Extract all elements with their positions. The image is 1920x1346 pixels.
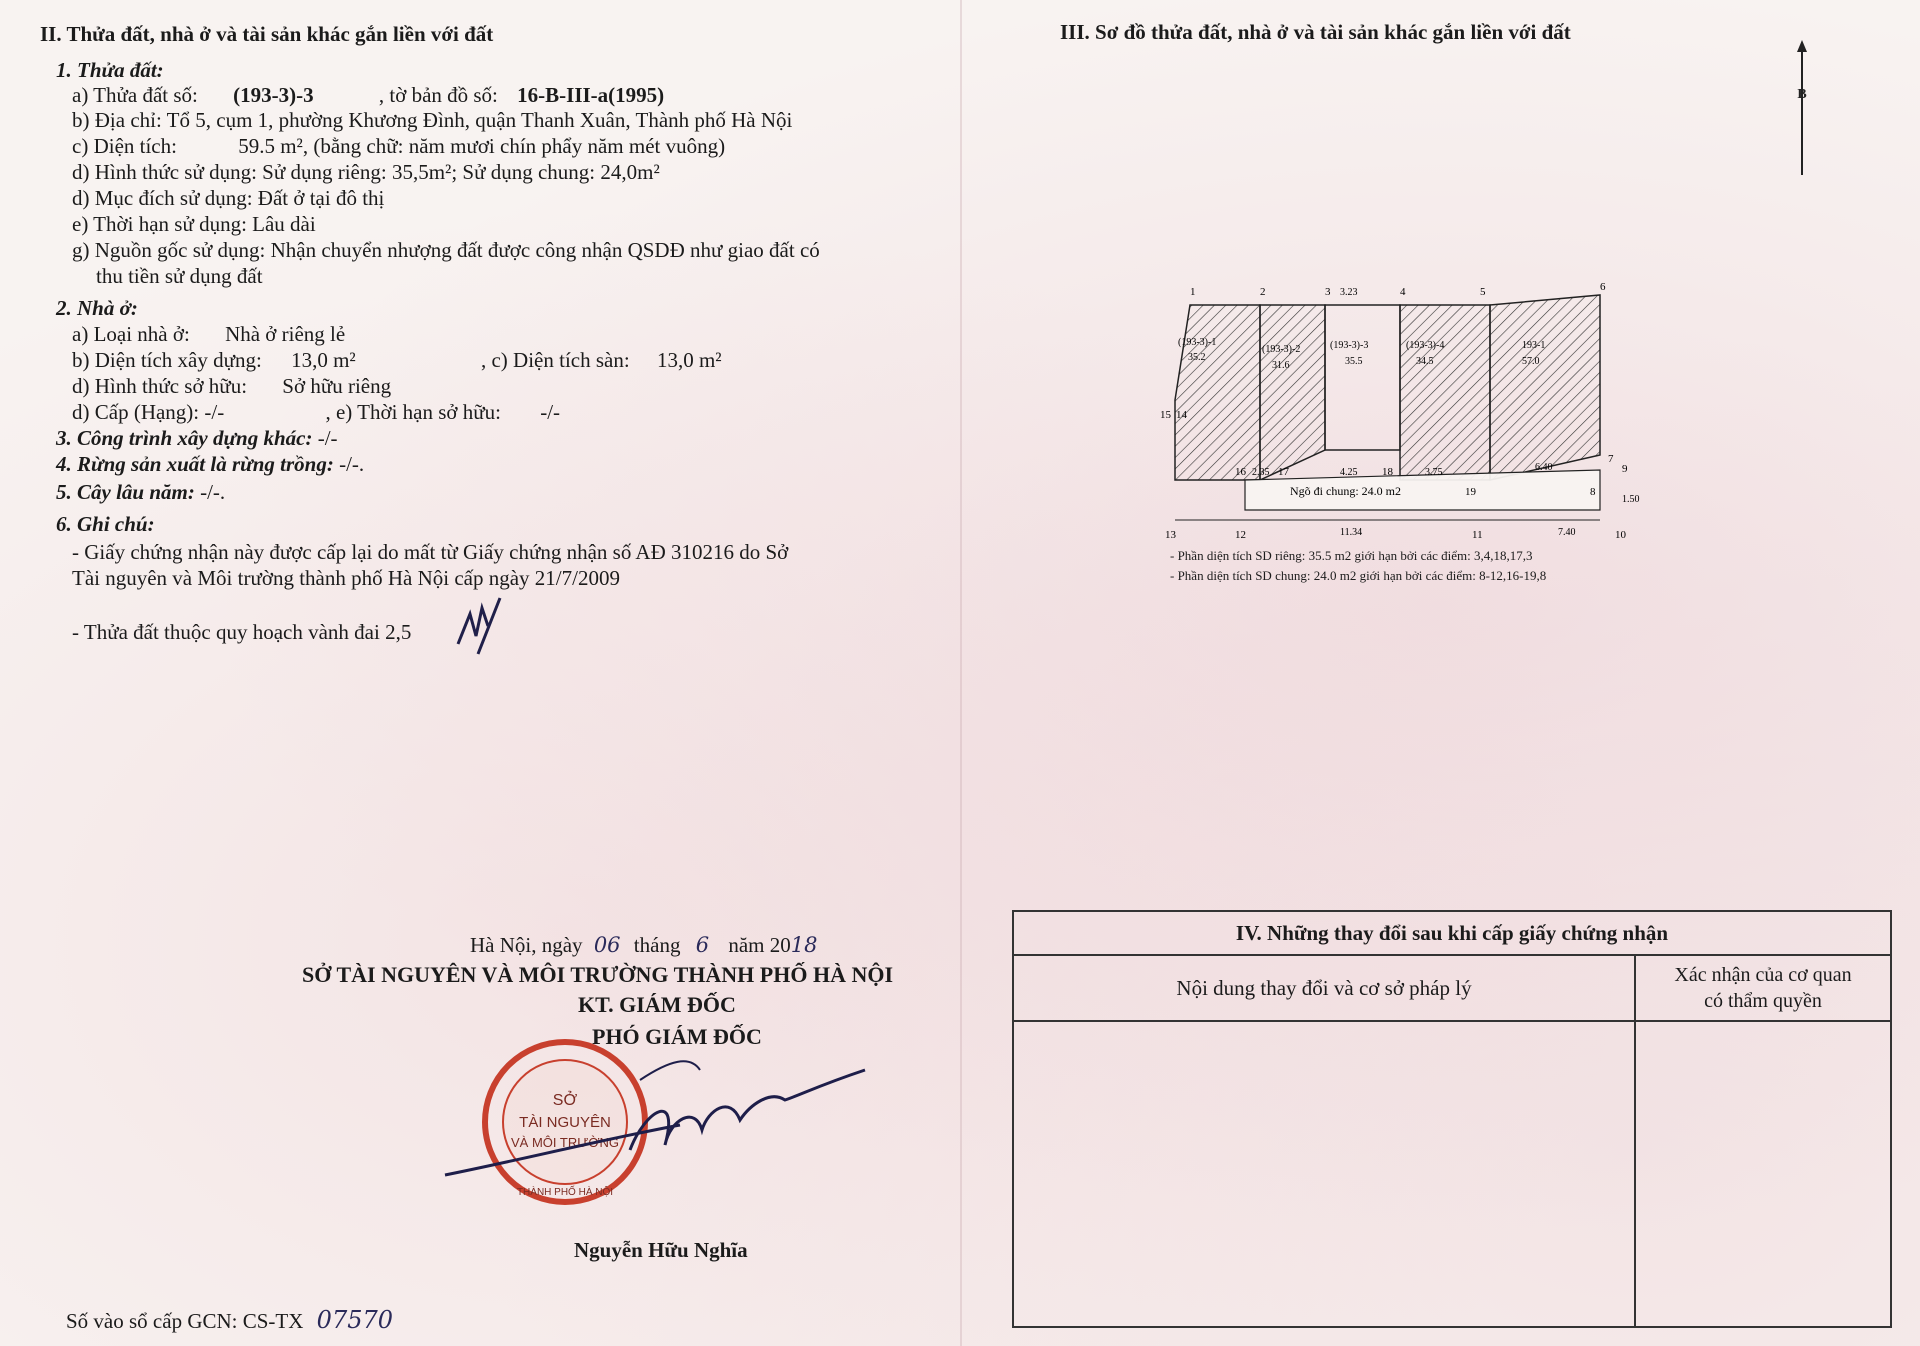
parcel-1-shape xyxy=(1175,305,1260,480)
parcel-1-id: (193-3)-1 xyxy=(1178,337,1217,348)
date-year: 18 xyxy=(790,933,818,957)
parcel-address: b) Địa chỉ: Tổ 5, cụm 1, phường Khương Đình, quận Thanh Xuân, Thành phố Hà Nội xyxy=(72,108,793,132)
north-arrow-icon xyxy=(1792,40,1812,180)
perennial-row xyxy=(56,480,225,505)
dim-3-75: 3.75 xyxy=(1425,467,1443,478)
changes-col-confirm xyxy=(1636,954,1890,1022)
deputy-director: PHÓ GIÁM ĐỐC xyxy=(592,1024,762,1049)
parcel-2-shape xyxy=(1260,305,1325,480)
forest-label: 4. Rừng sản xuất là rừng trồng: xyxy=(56,452,334,476)
usage-term: e) Thời hạn sử dụng: Lâu dài xyxy=(72,212,316,236)
perennial-label: 5. Cây lâu năm: xyxy=(56,480,195,504)
north-label: B xyxy=(1797,87,1807,102)
kt-director: KT. GIÁM ĐỐC xyxy=(578,992,736,1017)
issuing-agency: SỞ TÀI NGUYÊN VÀ MÔI TRƯỜNG THÀNH PHỐ HÀ NỘI xyxy=(302,962,894,987)
other-works-label: 3. Công trình xây dựng khác: xyxy=(56,426,313,450)
date-prefix: Hà Nội, ngày xyxy=(470,933,583,957)
point-17: 17 xyxy=(1278,466,1289,478)
parcel-5-id: 193-1 xyxy=(1522,340,1546,351)
point-14: 14 xyxy=(1176,409,1187,421)
grade-row xyxy=(72,400,560,425)
dim-4-25: 4.25 xyxy=(1340,467,1358,478)
forest-value: -/-. xyxy=(333,452,365,476)
point-11: 11 xyxy=(1472,529,1483,540)
registry-label: Số vào sổ cấp GCN: CS-TX xyxy=(66,1309,304,1333)
parcel-4-shape xyxy=(1400,305,1490,480)
other-works-row xyxy=(56,426,338,451)
ownership-value: Sở hữu riêng xyxy=(282,374,392,398)
signature-icon xyxy=(440,1050,880,1190)
usage-form: d) Hình thức sử dụng: Sử dụng riêng: 35,5m²; Sử dụng chung: 24,0m² xyxy=(72,160,660,184)
section-3-title: III. Sơ đồ thửa đất, nhà ở và tài sản khác gắn liền với đất xyxy=(1060,20,1571,44)
parcel-number-row xyxy=(72,83,664,108)
note-planning: - Thửa đất thuộc quy hoạch vành đai 2,5 xyxy=(72,620,412,644)
issue-date xyxy=(470,933,817,958)
map-sheet-label: , tờ bản đồ số: xyxy=(378,83,498,107)
parcel-area-value: 59.5 m², (bằng chữ: năm mươi chín phẩy năm mét vuông) xyxy=(238,134,726,158)
section-2-title: II. Thửa đất, nhà ở và tài sản khác gắn liền với đất xyxy=(40,22,494,46)
point-10: 10 xyxy=(1615,529,1626,540)
ownership-label: d) Hình thức sở hữu: xyxy=(72,374,248,398)
dim-2-35: 2.35 xyxy=(1252,467,1270,478)
house-type-value: Nhà ở riêng lẻ xyxy=(225,322,346,346)
dim-7-40: 7.40 xyxy=(1558,527,1576,538)
changes-col-content: Nội dung thay đổi và cơ sở pháp lý xyxy=(1014,954,1636,1022)
parcel-area-label: c) Diện tích: xyxy=(72,134,177,158)
registry-row xyxy=(66,1306,393,1334)
map-sheet-value: 16-B-III-a(1995) xyxy=(517,83,665,107)
point-19: 19 xyxy=(1465,486,1476,498)
point-15: 15 xyxy=(1160,409,1171,421)
parcel-4-id: (193-3)-4 xyxy=(1406,340,1445,351)
handwritten-mark-icon xyxy=(448,596,508,656)
ownership-term-label: , e) Thời hạn sở hữu: xyxy=(325,400,501,424)
note-reissue-cont: Tài nguyên và Môi trường thành phố Hà Nội cấp ngày 21/7/2009 xyxy=(72,566,620,590)
parcel-1-area: 35.2 xyxy=(1188,352,1206,363)
ownership-row xyxy=(72,374,391,399)
seal-text-3: VÀ MÔI TRƯỜNG xyxy=(511,1135,619,1150)
signer-name: Nguyễn Hữu Nghĩa xyxy=(574,1238,748,1262)
parcel-heading: 1. Thửa đất: xyxy=(56,58,164,82)
parcel-area-row xyxy=(72,134,725,159)
parcel-diagram xyxy=(1160,280,1660,540)
house-type-row xyxy=(72,322,345,347)
notes-heading: 6. Ghi chú: xyxy=(56,512,155,536)
point-12: 12 xyxy=(1235,529,1246,540)
point-6: 6 xyxy=(1600,281,1606,293)
parcel-4-area: 34.5 xyxy=(1416,356,1434,367)
point-7: 7 xyxy=(1608,453,1614,465)
floor-area-label: , c) Diện tích sàn: xyxy=(480,348,630,372)
point-2: 2 xyxy=(1260,286,1266,298)
point-9: 9 xyxy=(1622,463,1628,475)
parcel-2-area: 31.6 xyxy=(1272,360,1290,371)
note-reissue: - Giấy chứng nhận này được cấp lại do mất từ Giấy chứng nhận số AĐ 310216 do Sở xyxy=(72,540,789,564)
changes-table-title: IV. Những thay đổi sau khi cấp giấy chứng nhận xyxy=(1014,912,1890,956)
point-8: 8 xyxy=(1590,486,1596,498)
note-private-area: - Phần diện tích SD riêng: 35.5 m2 giới hạn bởi các điểm: 3,4,18,17,3 xyxy=(1170,548,1533,563)
house-heading: 2. Nhà ở: xyxy=(56,296,138,320)
usage-origin-cont: thu tiền sử dụng đất xyxy=(96,264,263,288)
grade-label: d) Cấp (Hạng): -/- xyxy=(72,400,225,424)
alley-label: Ngõ đi chung: 24.0 m2 xyxy=(1290,484,1401,498)
parcel-3-area: 35.5 xyxy=(1345,356,1363,367)
ownership-term-value: -/- xyxy=(540,400,561,424)
dim-6-40: 6.40 xyxy=(1535,462,1553,473)
note-common-area: - Phần diện tích SD chung: 24.0 m2 giới hạn bởi các điểm: 8-12,16-19,8 xyxy=(1170,568,1547,583)
build-area-label: b) Diện tích xây dựng: xyxy=(72,348,262,372)
point-1: 1 xyxy=(1190,286,1196,298)
house-type-label: a) Loại nhà ở: xyxy=(72,322,190,346)
changes-column-divider xyxy=(1634,1022,1636,1328)
confirm-line-1: Xác nhận của cơ quan xyxy=(1674,964,1852,986)
dim-3-23: 3.23 xyxy=(1340,287,1358,298)
dim-1-50: 1.50 xyxy=(1622,494,1640,505)
floor-area-value: 13,0 m² xyxy=(656,348,722,372)
parcel-5-shape xyxy=(1490,295,1600,480)
parcel-2-id: (193-3)-2 xyxy=(1262,344,1301,355)
point-13: 13 xyxy=(1165,529,1176,540)
registry-number: 07570 xyxy=(316,1306,394,1334)
point-4: 4 xyxy=(1400,286,1406,298)
parcel-3-id: (193-3)-3 xyxy=(1330,340,1369,351)
parcel-3-shape xyxy=(1325,305,1400,450)
parcel-number-label: a) Thửa đất số: xyxy=(72,83,198,107)
perennial-value: -/-. xyxy=(194,480,226,504)
parcel-5-area: 57.0 xyxy=(1522,356,1540,367)
date-year-label: năm 20 xyxy=(728,933,791,957)
point-5: 5 xyxy=(1480,286,1486,298)
seal-text-4: THÀNH PHỐ HÀ NỘI xyxy=(516,1187,614,1198)
date-month-label: tháng xyxy=(633,933,681,957)
parcel-number-value: (193-3)-3 xyxy=(233,83,314,107)
seal-text-1: SỞ xyxy=(552,1092,578,1109)
point-3: 3 xyxy=(1325,286,1331,298)
build-area-value: 13,0 m² xyxy=(291,348,356,372)
house-area-row xyxy=(72,348,722,373)
dim-11-34: 11.34 xyxy=(1340,527,1363,538)
seal-text-2: TÀI NGUYÊN xyxy=(519,1114,611,1131)
other-works-value: -/- xyxy=(312,426,338,450)
usage-purpose: d) Mục đích sử dụng: Đất ở tại đô thị xyxy=(72,186,385,210)
point-18: 18 xyxy=(1382,466,1393,478)
confirm-line-2: có thẩm quyền xyxy=(1704,990,1822,1012)
date-day: 06 xyxy=(593,933,621,957)
date-month: 6 xyxy=(695,933,710,957)
changes-table xyxy=(1012,910,1892,1328)
usage-origin: g) Nguồn gốc sử dụng: Nhận chuyển nhượng đất được công nhận QSDĐ như giao đất có xyxy=(72,238,820,262)
point-16: 16 xyxy=(1235,466,1246,478)
forest-row xyxy=(56,452,364,477)
